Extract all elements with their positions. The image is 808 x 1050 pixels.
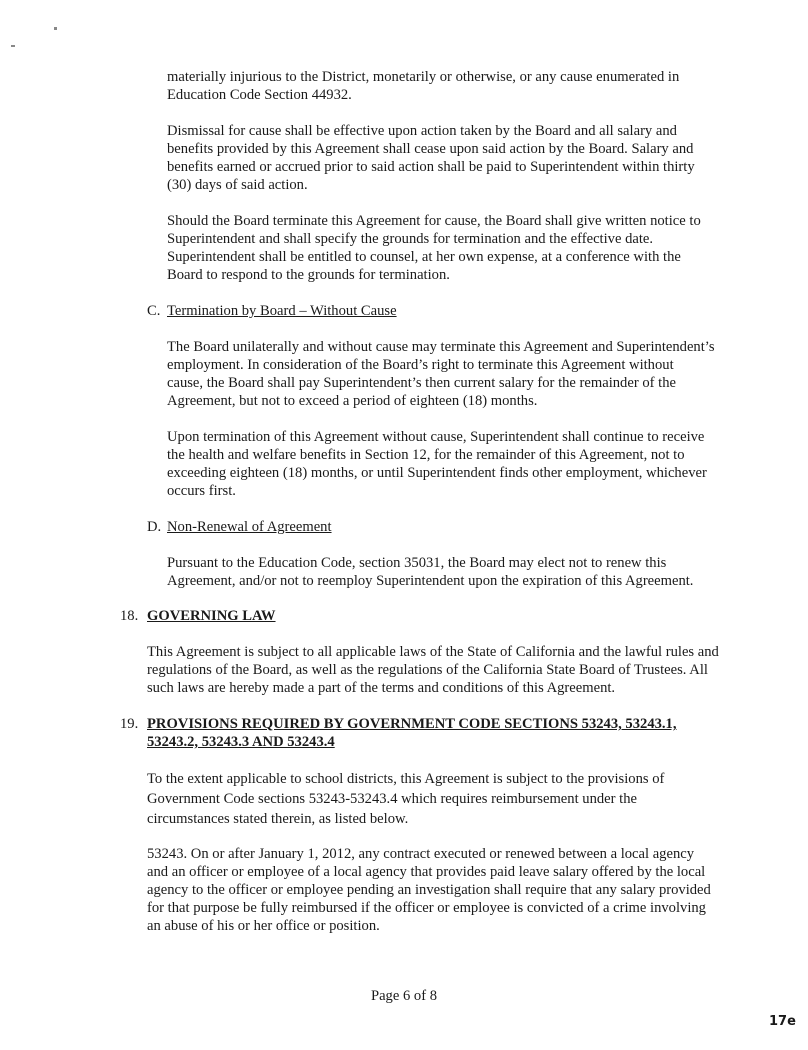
- text-line: Board to respond to the grounds for termination.: [167, 267, 450, 283]
- text-line: an abuse of his or her office or position.: [147, 918, 380, 934]
- paragraph-written-notice: [167, 212, 701, 284]
- section-d-label: D.: [147, 519, 162, 535]
- section-c-title: Termination by Board – Without Cause: [167, 303, 397, 319]
- text-line: Pursuant to the Education Code, section 35031, the Board may elect not to renew this: [167, 555, 667, 571]
- text-line: agency to the officer or employee pending an investigation shall require that any salary provided: [147, 882, 711, 898]
- scan-speck: [11, 45, 15, 47]
- section-18-number: 18.: [120, 608, 139, 624]
- paragraph-19-1: [147, 769, 664, 829]
- section-19-number: 19.: [120, 716, 139, 732]
- text-line: regulations of the Board, as well as the regulations of the California State Board of Trustees. All: [147, 662, 708, 678]
- paragraph-18: [147, 643, 719, 697]
- text-line: Superintendent shall be entitled to counsel, at her own expense, at a conference with the: [167, 249, 681, 265]
- text-line: occurs first.: [167, 483, 236, 499]
- text-line: PROVISIONS REQUIRED BY GOVERNMENT CODE SECTIONS 53243, 53243.1,: [147, 716, 677, 732]
- text-line: materially injurious to the District, monetarily or otherwise, or any cause enumerated in: [167, 69, 680, 85]
- text-line: benefits provided by this Agreement shall cease upon said action by the Board. Salary and: [167, 141, 694, 157]
- paragraph-intro: [167, 68, 679, 104]
- paragraph-c-2: [167, 428, 707, 500]
- text-line: Dismissal for cause shall be effective upon action taken by the Board and all salary and: [167, 123, 677, 139]
- text-line: Agreement, but not to exceed a period of eighteen (18) months.: [167, 393, 538, 409]
- text-line: Superintendent and shall specify the grounds for termination and the effective date.: [167, 231, 654, 247]
- text-line: To the extent applicable to school districts, this Agreement is subject to the provisions of: [147, 771, 665, 787]
- text-line: Government Code sections 53243-53243.4 which requires reimbursement under the: [147, 791, 637, 807]
- text-line: the health and welfare benefits in Section 12, for the remainder of this Agreement, not to: [167, 447, 685, 463]
- text-line: for that purpose be fully reimbursed if the officer or employee is convicted of a crime involving: [147, 900, 706, 916]
- text-line: Agreement, and/or not to reemploy Superintendent upon the expiration of this Agreement.: [167, 573, 694, 589]
- text-line: circumstances stated therein, as listed below.: [147, 811, 409, 827]
- text-line: cause, the Board shall pay Superintendent’s then current salary for the remainder of the: [167, 375, 676, 391]
- text-line: (30) days of said action.: [167, 177, 308, 193]
- text-line: Upon termination of this Agreement without cause, Superintendent shall continue to receive: [167, 429, 705, 445]
- corner-mark: 17e: [769, 1014, 796, 1029]
- text-line: and an officer or employee of a local agency that provides paid leave salary offered by the local: [147, 864, 706, 880]
- section-d-title: Non-Renewal of Agreement: [167, 519, 332, 535]
- paragraph-19-2: [147, 845, 711, 935]
- text-line: employment. In consideration of the Board’s right to terminate this Agreement without: [167, 357, 674, 373]
- text-line: such laws are hereby made a part of the terms and conditions of this Agreement.: [147, 680, 616, 696]
- text-line: benefits earned or accrued prior to said action shall be paid to Superintendent within thirty: [167, 159, 695, 175]
- text-line: 53243.2, 53243.3 AND 53243.4: [147, 734, 335, 750]
- paragraph-dismissal: [167, 122, 695, 194]
- text-line: Education Code Section 44932.: [167, 87, 352, 103]
- paragraph-d: [167, 554, 693, 590]
- text-line: This Agreement is subject to all applicable laws of the State of California and the lawful rules and: [147, 644, 719, 660]
- section-18-title: GOVERNING LAW: [147, 608, 276, 624]
- text-line: exceeding eighteen (18) months, or until Superintendent finds other employment, whichever: [167, 465, 707, 481]
- section-19-title: [147, 715, 677, 751]
- page-number: Page 6 of 8: [370, 988, 438, 1004]
- section-c-label: C.: [147, 303, 161, 319]
- scan-speck: [54, 27, 57, 30]
- text-line: 53243. On or after January 1, 2012, any contract executed or renewed between a local agency: [147, 846, 695, 862]
- text-line: Should the Board terminate this Agreement for cause, the Board shall give written notice to: [167, 213, 701, 229]
- paragraph-c-1: [167, 338, 715, 410]
- text-line: The Board unilaterally and without cause may terminate this Agreement and Superintendent’s: [167, 339, 715, 355]
